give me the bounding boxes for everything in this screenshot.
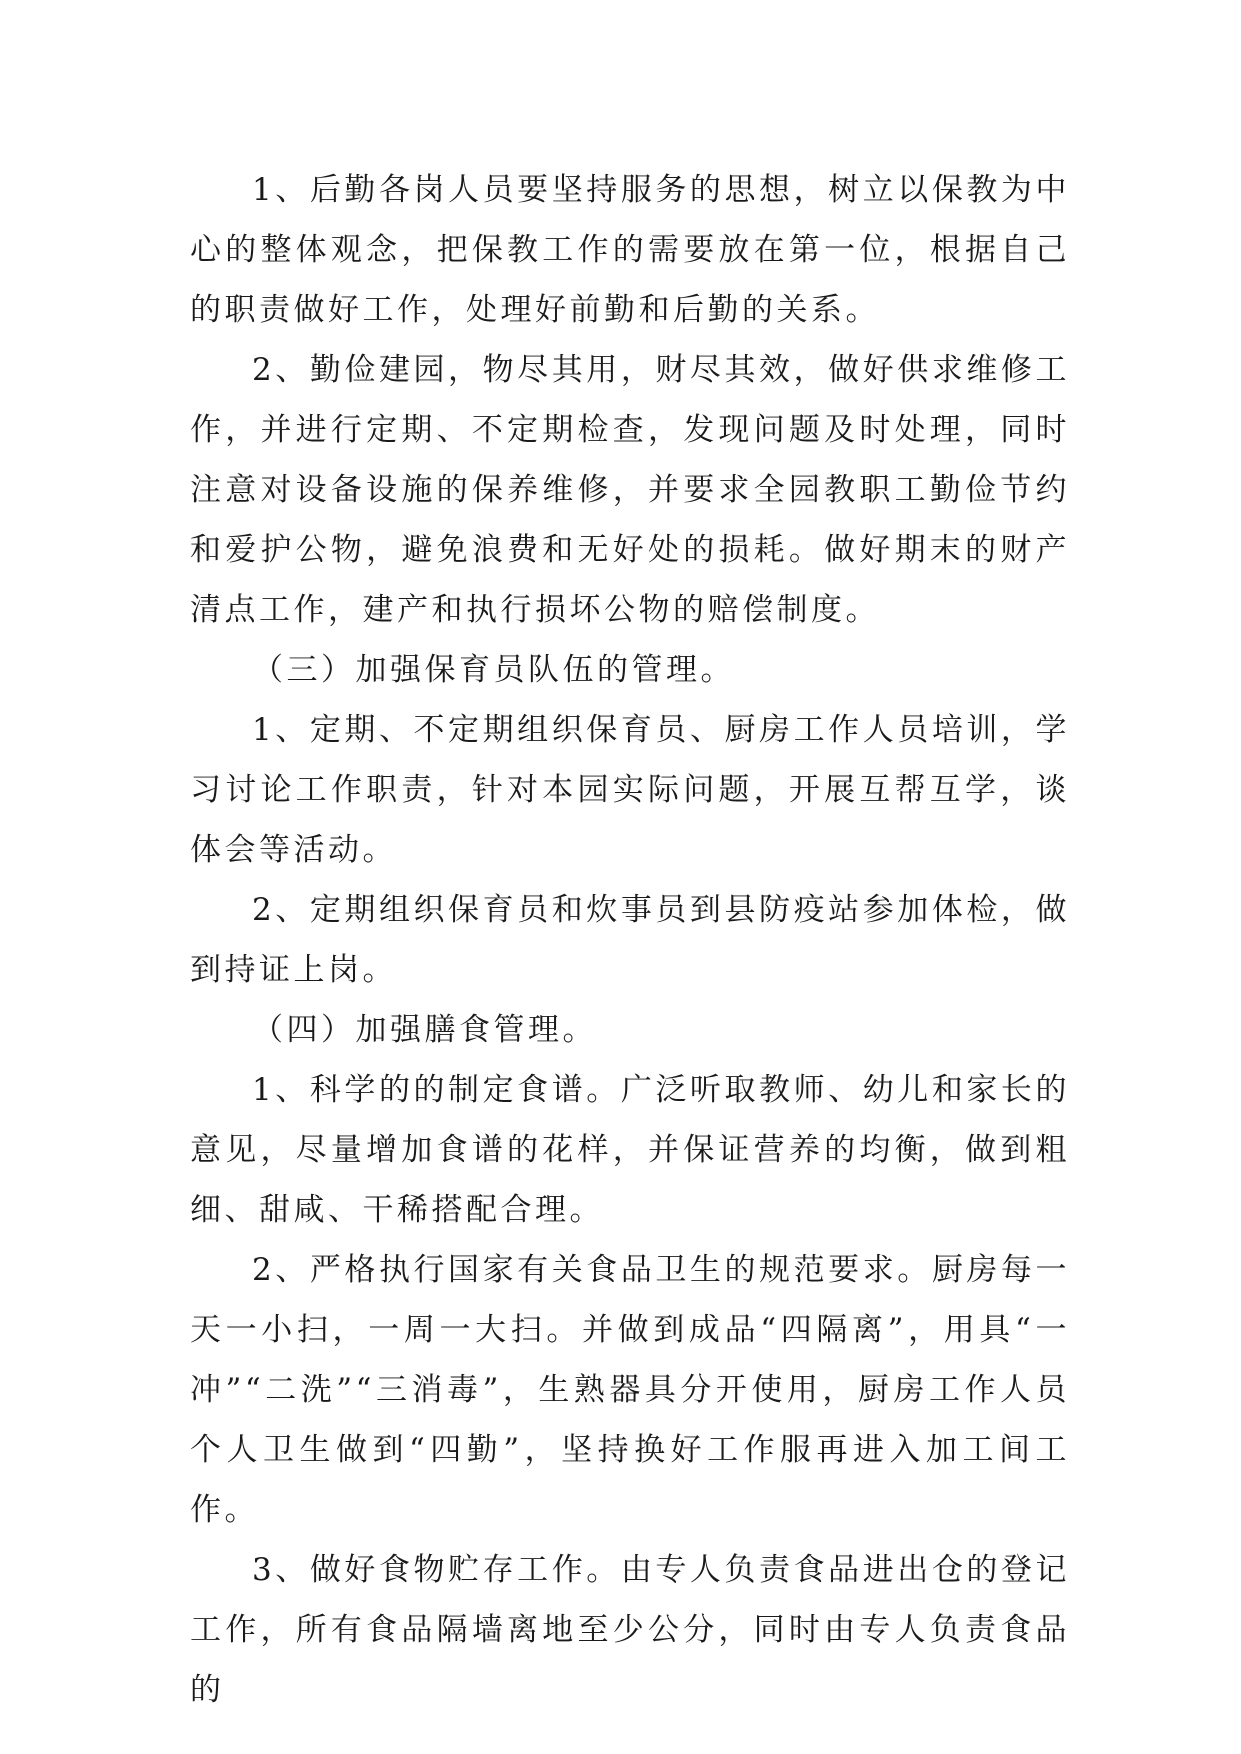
paragraph-recipe-planning: 1、科学的的制定食谱。广泛听取教师、幼儿和家长的意见，尽量增加食谱的花样，并保证营养的均衡，做到粗细、甜咸、干稀搭配合理。 xyxy=(190,1072,1070,1228)
document-body xyxy=(190,160,1070,1720)
paragraph-thrift-maintenance: 2、勤俭建园，物尽其用，财尽其效，做好供求维修工作，并进行定期、不定期检查，发现问题及时处理，同时注意对设备设施的保养维修，并要求全园教职工勤俭节约和爱护公物，避免浪费和无好处的损耗。做好期末的财产清点工作，建产和执行损坏公物的赔偿制度。 xyxy=(190,352,1070,628)
paragraph-staff-training: 1、定期、不定期组织保育员、厨房工作人员培训，学习讨论工作职责，针对本园实际问题，开展互帮互学，谈体会等活动。 xyxy=(190,712,1070,868)
section-heading-nursery-staff: （三）加强保育员队伍的管理。 xyxy=(252,652,735,688)
paragraph-food-storage: 3、做好食物贮存工作。由专人负责食品进出仓的登记工作，所有食品隔墙离地至少公分，同时由专人负责食品的 xyxy=(190,1552,1070,1708)
paragraph-food-hygiene: 2、严格执行国家有关食品卫生的规范要求。厨房每一天一小扫，一周一大扫。并做到成品“四隔离”，用具“一冲”“二洗”“三消毒”，生熟器具分开使用，厨房工作人员个人卫生做到“四勤”，坚持换好工作服再进入加工间工作。 xyxy=(190,1252,1070,1528)
paragraph-logistics-service: 1、后勤各岗人员要坚持服务的思想，树立以保教为中心的整体观念，把保教工作的需要放在第一位，根据自己的职责做好工作，处理好前勤和后勤的关系。 xyxy=(190,172,1070,328)
paragraph-health-check: 2、定期组织保育员和炊事员到县防疫站参加体检，做到持证上岗。 xyxy=(190,892,1070,988)
section-heading-meal-management: （四）加强膳食管理。 xyxy=(252,1012,597,1048)
